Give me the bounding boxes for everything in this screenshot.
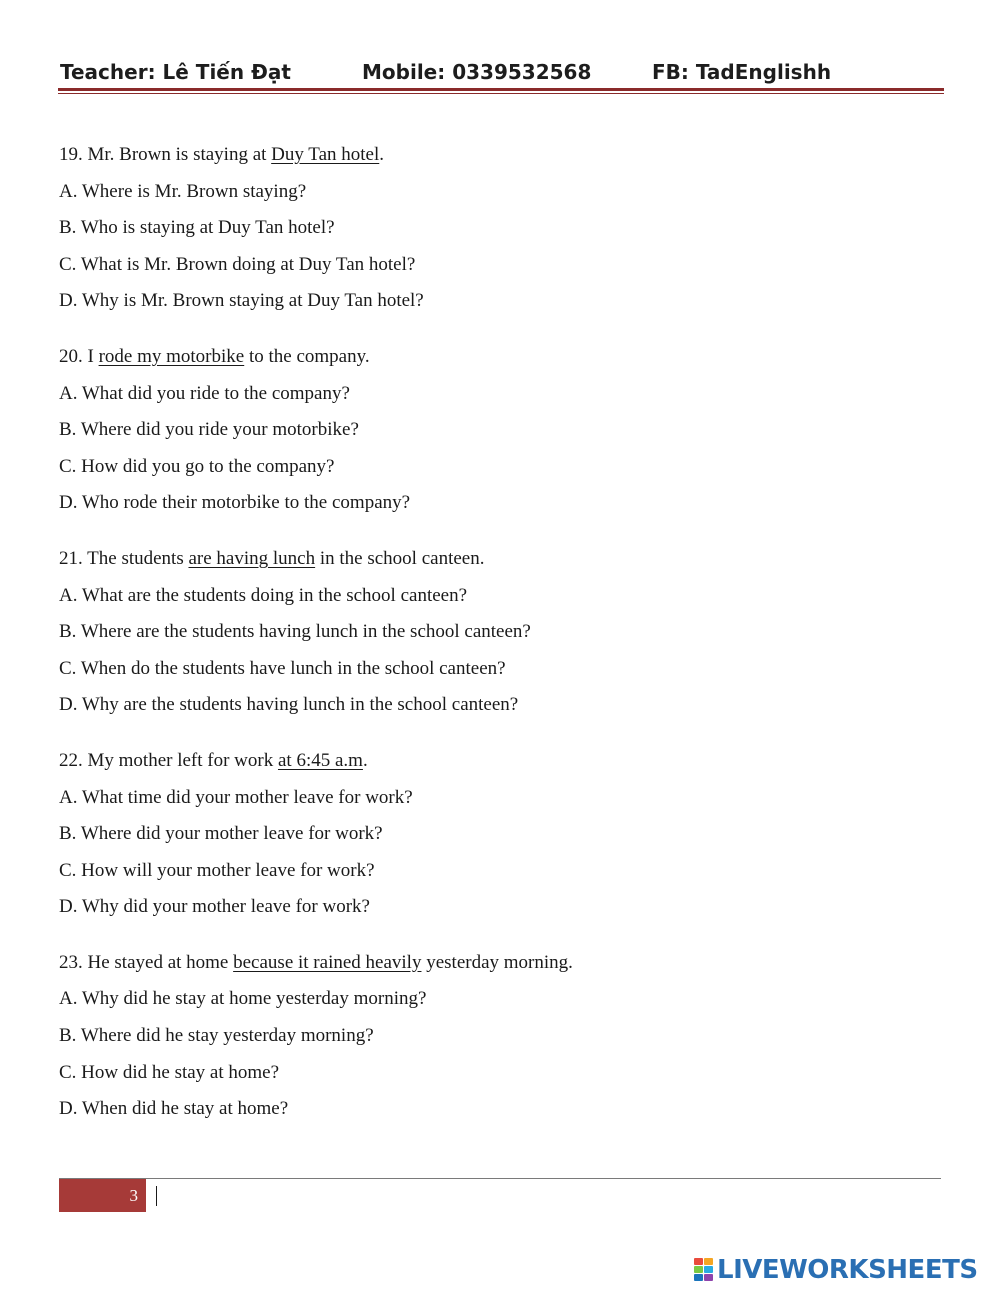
answer-option[interactable]: D. Why is Mr. Brown staying at Duy Tan hotel? (59, 290, 424, 312)
logo-text: LIVEWORKSHEETS (717, 1255, 978, 1285)
underlined-phrase: are having lunch (188, 547, 316, 569)
facebook-handle: FB: TadEnglishh (652, 60, 832, 84)
answer-option[interactable]: D. Who rode their motorbike to the company? (59, 492, 411, 514)
answer-option[interactable]: C. How did you go to the company? (59, 455, 335, 477)
question-20 (59, 339, 939, 522)
answer-option[interactable]: D. When did he stay at home? (59, 1098, 289, 1120)
logo-square (704, 1274, 713, 1281)
answer-option[interactable]: A. What are the students doing in the school canteen? (59, 584, 468, 606)
underlined-phrase: because it rained heavily (233, 951, 422, 973)
question-prompt: 19. Mr. Brown is staying at Duy Tan hotel. (59, 144, 385, 165)
logo-square (694, 1258, 703, 1265)
answer-option[interactable]: D. Why did your mother leave for work? (59, 896, 370, 918)
page-separator (156, 1186, 157, 1206)
footer-divider (59, 1178, 941, 1179)
question-prompt: 20. I rode my motorbike to the company. (59, 345, 370, 367)
question-19 (59, 137, 939, 320)
underlined-phrase: at 6:45 a.m (277, 749, 363, 771)
answer-option[interactable]: C. When do the students have lunch in the school canteen? (59, 657, 506, 679)
mobile-number: Mobile: 0339532568 (362, 60, 592, 84)
underlined-phrase: Duy Tan hotel (271, 144, 380, 165)
answer-option[interactable]: C. What is Mr. Brown doing at Duy Tan hotel? (59, 253, 416, 275)
question-21 (59, 541, 939, 724)
question-22 (59, 743, 939, 926)
header-divider (58, 88, 944, 91)
header-divider-thin (58, 93, 944, 94)
teacher-name: Teacher: Lê Tiến Đạt (60, 60, 291, 84)
underlined-phrase: rode my motorbike (98, 345, 245, 367)
answer-option[interactable]: A. Where is Mr. Brown staying? (59, 180, 307, 202)
answer-option[interactable]: C. How will your mother leave for work? (59, 859, 375, 881)
question-23 (59, 945, 939, 1128)
logo-square (694, 1266, 703, 1273)
answer-option[interactable]: A. What time did your mother leave for work? (59, 786, 413, 808)
answer-option[interactable]: A. Why did he stay at home yesterday morning? (59, 988, 427, 1010)
answer-option[interactable]: B. Who is staying at Duy Tan hotel? (59, 217, 335, 239)
answer-option[interactable]: B. Where are the students having lunch in the school canteen? (59, 621, 531, 643)
answer-option[interactable]: B. Where did you ride your motorbike? (59, 419, 359, 441)
page-number-badge (59, 1179, 146, 1212)
logo-square (694, 1274, 703, 1281)
liveworksheets-logo (694, 1254, 978, 1286)
logo-square (704, 1266, 713, 1273)
answer-option[interactable]: A. What did you ride to the company? (59, 382, 350, 404)
answer-option[interactable]: B. Where did your mother leave for work? (59, 823, 383, 845)
answer-option[interactable]: B. Where did he stay yesterday morning? (59, 1025, 374, 1047)
liveworksheets-logo-icon (694, 1258, 714, 1282)
page-header (58, 58, 944, 88)
answer-option[interactable]: C. How did he stay at home? (59, 1061, 280, 1083)
question-list (59, 137, 939, 1147)
logo-square (704, 1258, 713, 1265)
question-prompt: 23. He stayed at home because it rained heavily yesterday morning. (59, 951, 573, 973)
answer-option[interactable]: D. Why are the students having lunch in the school canteen? (59, 694, 519, 716)
question-prompt: 22. My mother left for work at 6:45 a.m. (59, 749, 368, 771)
page-number: 3 (129, 1186, 138, 1205)
question-prompt: 21. The students are having lunch in the school canteen. (59, 547, 485, 569)
